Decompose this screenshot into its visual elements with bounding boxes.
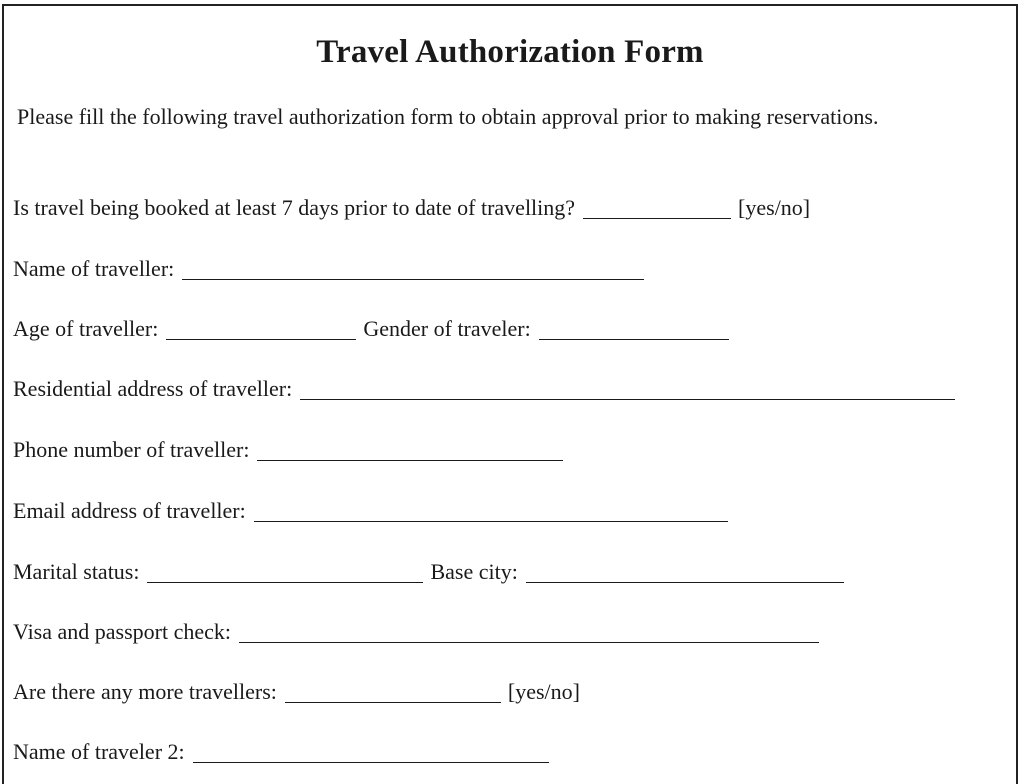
gender-label: Gender of traveler: — [363, 316, 531, 341]
marital-field[interactable] — [147, 558, 423, 583]
name-field[interactable] — [182, 255, 644, 280]
visa-label: Visa and passport check: — [13, 619, 232, 644]
age-label: Age of traveller: — [13, 316, 159, 341]
booked-advance-field[interactable] — [583, 194, 731, 219]
more-travellers-label: Are there any more travellers: — [13, 679, 277, 704]
email-field[interactable] — [254, 497, 728, 522]
row-traveler2 — [13, 733, 556, 765]
row-more-travellers — [13, 673, 580, 705]
address-label: Residential address of traveller: — [13, 376, 293, 401]
more-travellers-suffix: [yes/no] — [507, 679, 580, 704]
age-field[interactable] — [166, 315, 356, 340]
booked-advance-label: Is travel being booked at least 7 days prior to date of travelling? — [13, 195, 576, 220]
email-label: Email address of traveller: — [13, 498, 246, 523]
phone-label: Phone number of traveller: — [13, 437, 250, 462]
traveler2-label: Name of traveler 2: — [13, 739, 185, 764]
gender-field[interactable] — [539, 315, 729, 340]
row-marital-city — [13, 553, 851, 585]
base-city-label: Base city: — [430, 559, 518, 584]
form-intro: Please fill the following travel authorization form to obtain approval prior to making reservations. — [17, 104, 879, 129]
row-name — [13, 250, 651, 282]
row-email — [13, 492, 735, 524]
base-city-field[interactable] — [526, 558, 844, 583]
visa-field[interactable] — [239, 618, 819, 643]
more-travellers-field[interactable] — [285, 678, 501, 703]
row-address — [13, 370, 962, 402]
marital-label: Marital status: — [13, 559, 140, 584]
address-field[interactable] — [300, 375, 955, 400]
form-title: Travel Authorization Form — [316, 34, 704, 70]
traveler2-field[interactable] — [193, 738, 549, 763]
row-booked-advance — [13, 189, 810, 221]
name-label: Name of traveller: — [13, 256, 175, 281]
row-phone — [13, 431, 570, 463]
phone-field[interactable] — [257, 436, 563, 461]
row-visa — [13, 613, 826, 645]
booked-advance-suffix: [yes/no] — [738, 195, 811, 220]
row-age-gender — [13, 310, 736, 342]
